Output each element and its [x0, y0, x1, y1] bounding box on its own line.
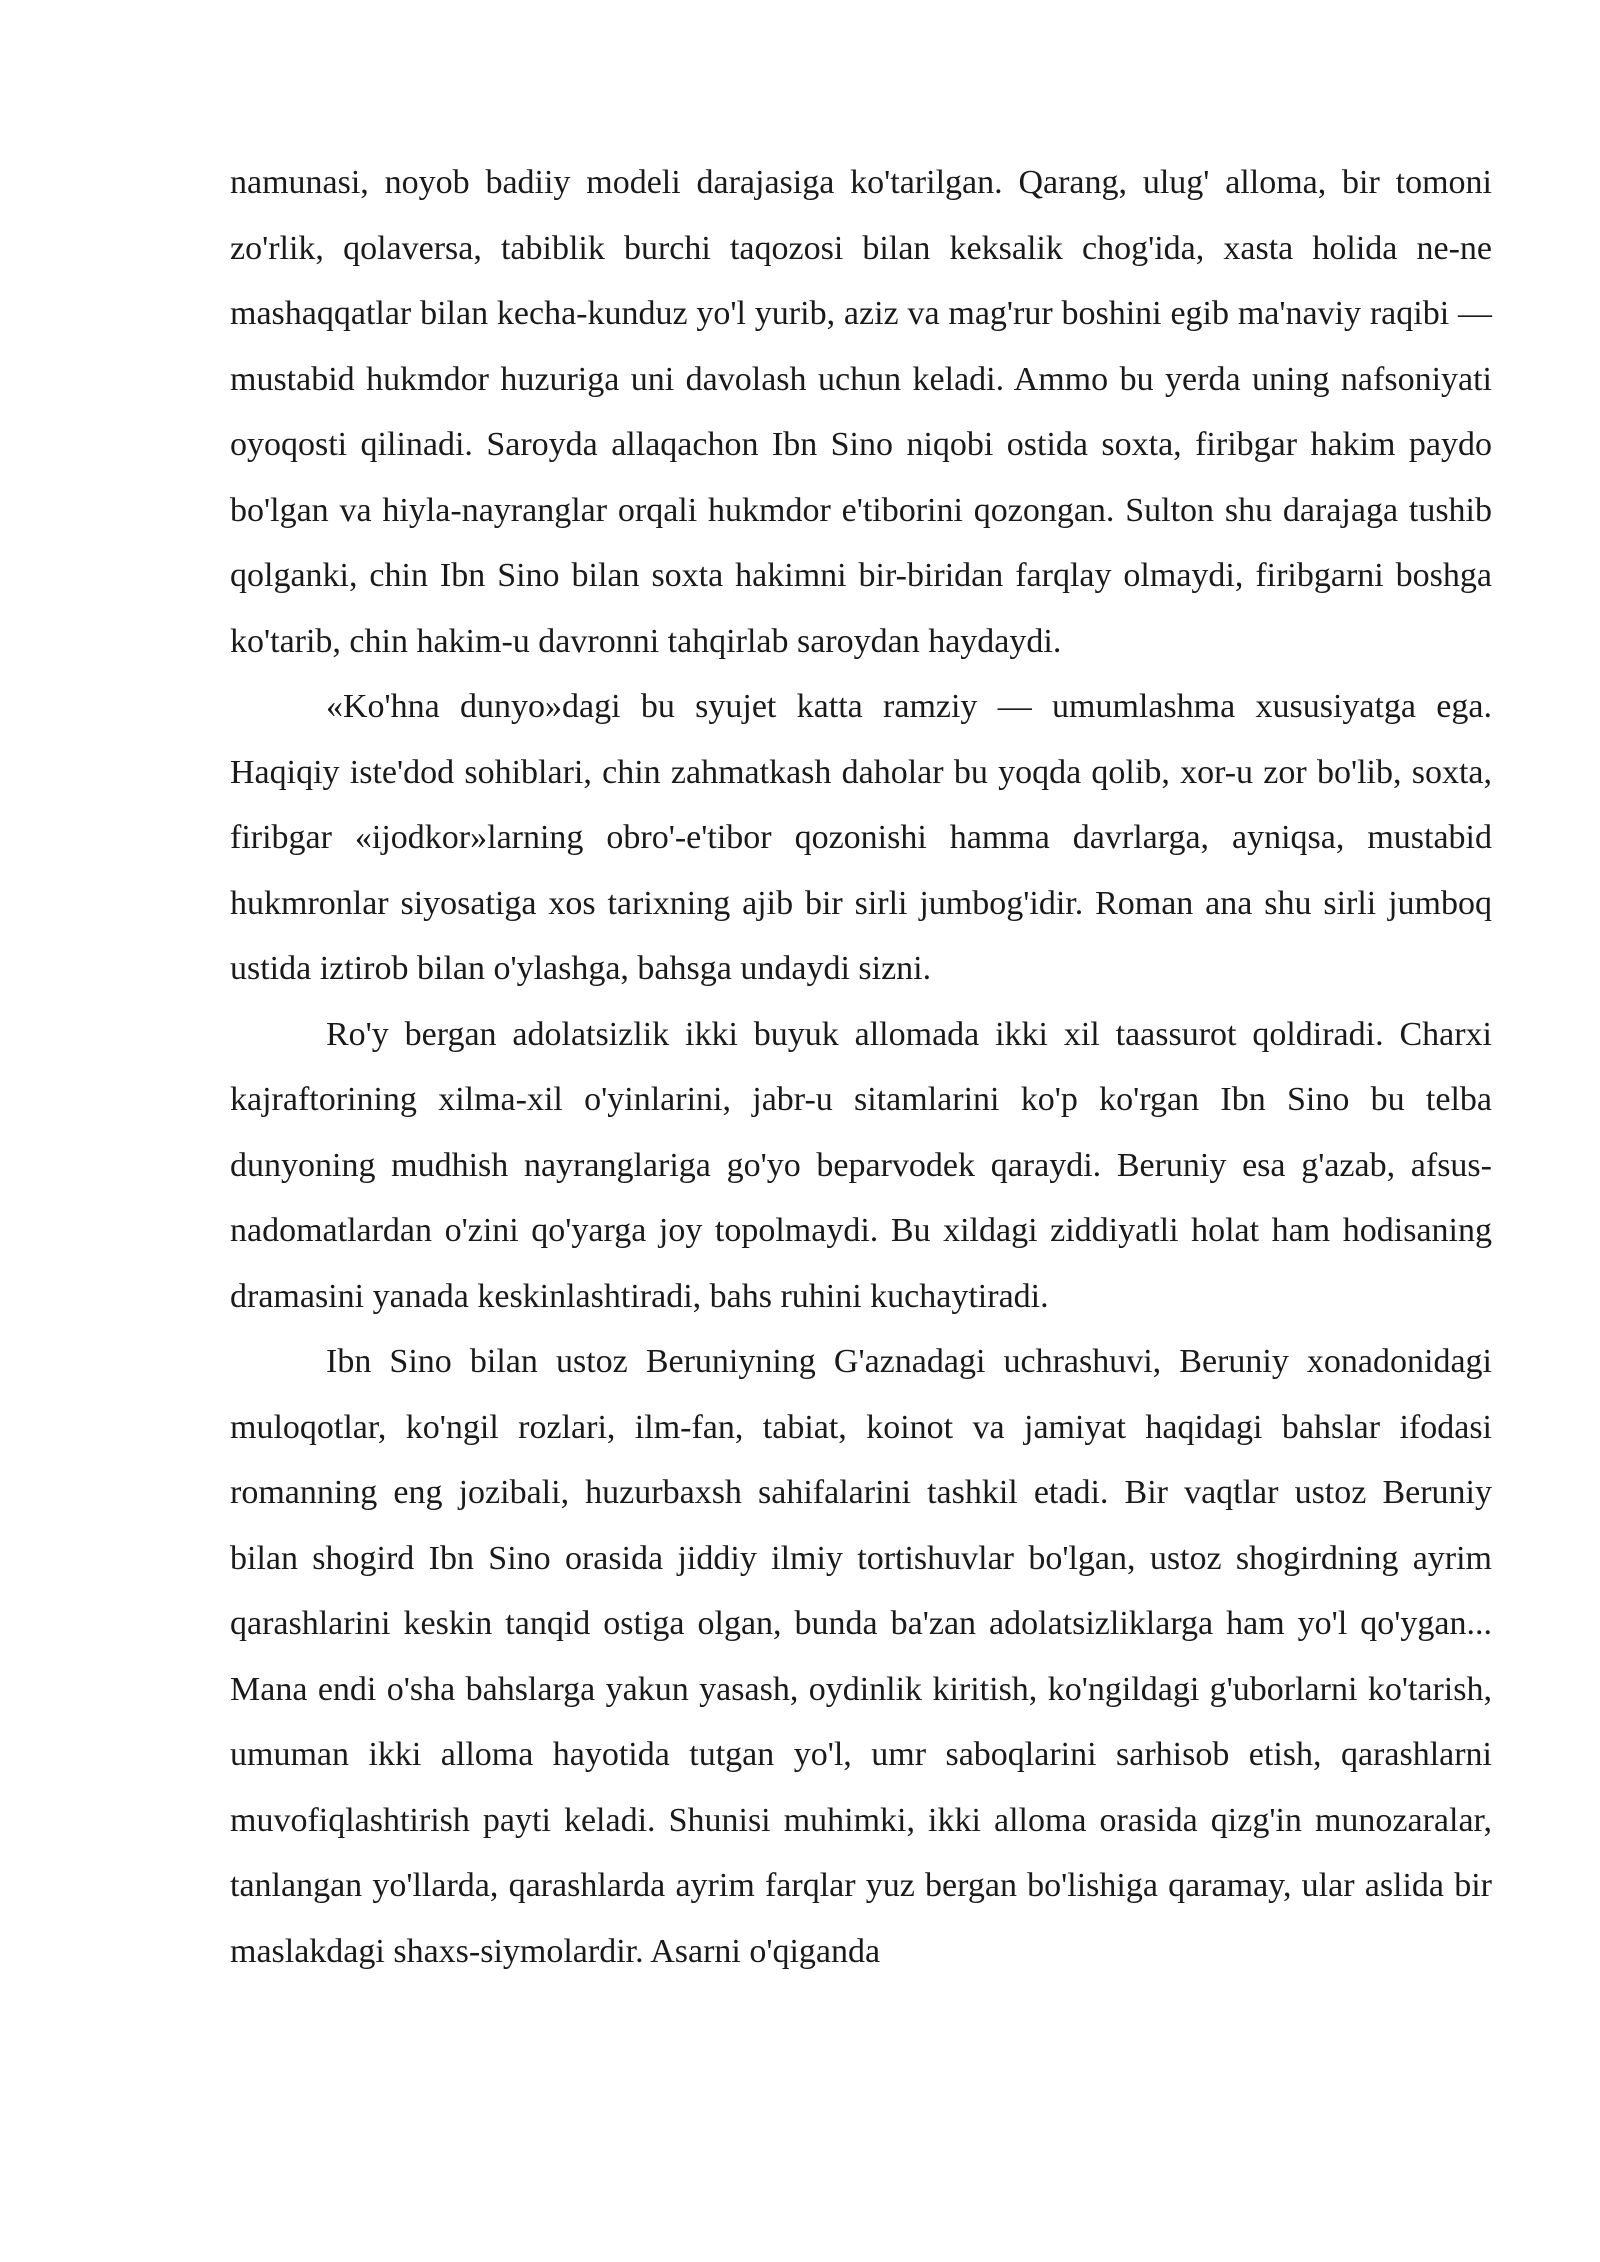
paragraph-1: namunasi, noyob badiiy modeli darajasiga ko'tarilgan. Qarang, ulug' alloma, bir tomoni zo'rlik, qolaversa, tabiblik burchi taqozosi bilan keksalik chog'ida, xasta holida ne-ne mashaqqatlar bilan kecha-kunduz yo'l yurib, aziz va mag'rur boshini egib ma'naviy raqibi — mustabid hukmdor huzuriga uni davolash uchun keladi. Ammo bu yerda uning nafsoniyati oyoqosti qilinadi. Saroyda allaqachon Ibn Sino niqobi ostida soxta, firibgar hakim paydo bo'lgan va hiyla-nayranglar orqali hukmdor e'tiborini qozongan. Sulton shu darajaga tushib qolganki, chin Ibn Sino bilan soxta hakimni bir-biridan farqlay olmaydi, firibgarni boshga ko'tarib, chin hakim-u davronni tahqirlab saroydan haydaydi.: [230, 164, 1492, 660]
paragraph-4: Ibn Sino bilan ustoz Beruniyning G'aznadagi uchrashuvi, Beruniy xonadonidagi muloqotlar, ko'ngil rozlari, ilm-fan, tabiat, koinot va jamiyat haqidagi bahslar ifodasi romanning eng jozibali, huzurbaxsh sahifalarini tashkil etadi. Bir vaqtlar ustoz Beruniy bilan shogird Ibn Sino orasida jiddiy ilmiy tortishuvlar bo'lgan, ustoz shogirdning ayrim qarashlarini keskin tanqid ostiga olgan, bunda ba'zan adolatsizliklarga ham yo'l qo'ygan... Mana endi o'sha bahslarga yakun yasash, oydinlik kiritish, ko'ngildagi g'uborlarni ko'tarish, umuman ikki alloma hayotida tutgan yo'l, umr saboqlarini sarhisob etish, qarashlarni muvofiqlashtirish payti keladi. Shunisi muhimki, ikki alloma orasida qizg'in munozaralar, tanlangan yo'llarda, qarashlarda ayrim farqlar yuz bergan bo'lishiga qaramay, ular aslida bir maslakdagi shaxs-siymolardir. Asarni o'qiganda: [230, 1343, 1492, 1970]
document-page: [230, 150, 1492, 1984]
paragraph-2: «Ko'hna dunyo»dagi bu syujet katta ramziy — umumlashma xususiyatga ega. Haqiqiy iste'dod sohiblari, chin zahmatkash daholar bu yoqda qolib, xor-u zor bo'lib, soxta, firibgar «ijodkor»larning obro'-e'tibor qozonishi hamma davrlarga, ayniqsa, mustabid hukmronlar siyosatiga xos tarixning ajib bir sirli jumbog'idir. Roman ana shu sirli jumboq ustida iztirob bilan o'ylashga, bahsga undaydi sizni.: [230, 688, 1492, 987]
paragraph-3: Ro'y bergan adolatsizlik ikki buyuk allomada ikki xil taassurot qoldiradi. Charxi kajraftorining xilma-xil o'yinlarini, jabr-u sitamlarini ko'p ko'rgan Ibn Sino bu telba dunyoning mudhish nayranglariga go'yo beparvodek qaraydi. Beruniy esa g'azab, afsus-nadomatlardan o'zini qo'yarga joy topolmaydi. Bu xildagi ziddiyatli holat ham hodisaning dramasini yanada keskinlashtiradi, bahs ruhini kuchaytiradi.: [230, 1015, 1492, 1315]
